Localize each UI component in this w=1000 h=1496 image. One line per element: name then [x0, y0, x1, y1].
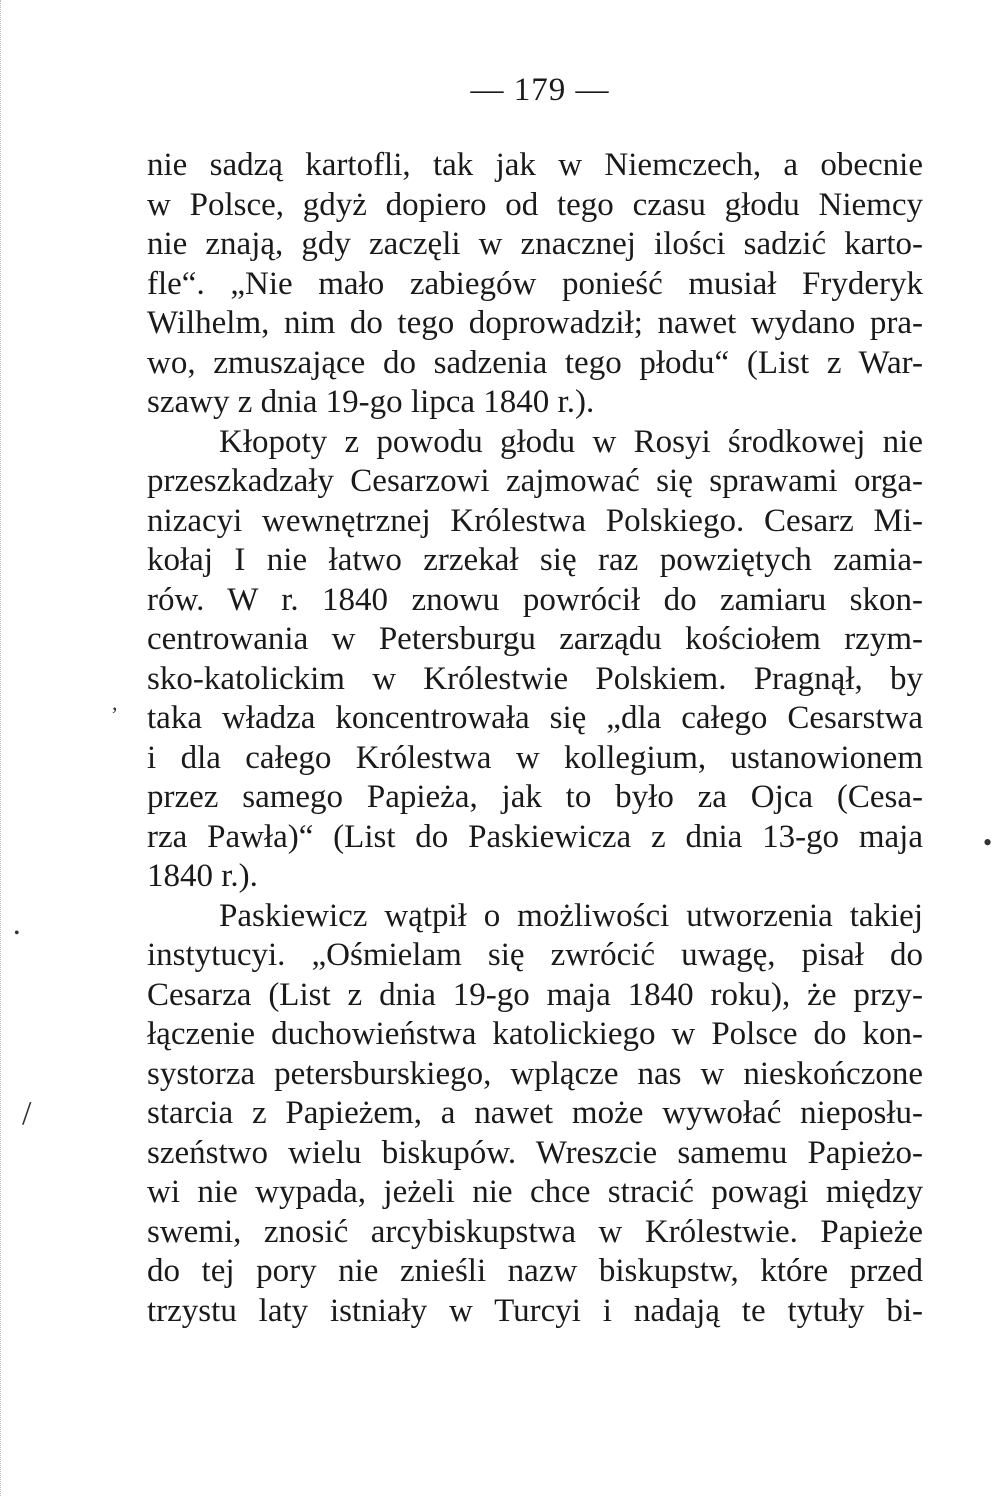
- margin-mark: /: [22, 1095, 32, 1132]
- text-line: i dla całego Królestwa w kollegium, ustanowionem: [147, 739, 923, 776]
- text-line: nie znają, gdy zaczęli w znacznej ilości sadzić karto-: [147, 226, 923, 262]
- text-line: wi nie wypada, jeżeli nie chce stracić powagi między: [147, 1174, 923, 1210]
- scan-edge: [0, 0, 7, 1496]
- text-line: kołaj I nie łatwo zrzekał się raz powziętych zamia-: [147, 542, 923, 578]
- text-line: przez samego Papieża, jak to było za Ojca (Cesa-: [147, 779, 923, 815]
- text-line: szeństwo wielu biskupów. Wreszcie samemu Papieżo-: [147, 1134, 923, 1171]
- margin-mark: ,: [112, 690, 118, 715]
- text-line: swemi, znosić arcybiskupstwa w Królestwie. Papieże: [147, 1213, 923, 1250]
- margin-mark: •: [983, 828, 993, 857]
- text-line: Paskiewicz wątpił o możliwości utworzenia takiej: [219, 897, 923, 934]
- text-line: do tej pory nie znieśli nazw biskupstw, które przed: [147, 1253, 923, 1289]
- body-text: [147, 146, 923, 1331]
- text-line: Wilhelm, nim do tego doprowadził; nawet wydano pra-: [147, 305, 923, 341]
- text-line: rów. W r. 1840 znowu powrócił do zamiaru skon-: [147, 581, 923, 618]
- text-line: trzystu laty istniały w Turcyi i nadają te tytuły bi-: [147, 1292, 923, 1329]
- text-line: Cesarza (List z dnia 19-go maja 1840 roku), że przy-: [147, 976, 923, 1013]
- text-line: sko-katolickim w Królestwie Polskiem. Pragnął, by: [147, 660, 923, 697]
- text-line: nie sadzą kartofli, tak jak w Niemczech, a obecnie: [147, 147, 923, 183]
- text-line: rza Pawła)“ (List do Paskiewicza z dnia 13-go maja: [147, 818, 923, 855]
- text-line: łączenie duchowieństwa katolickiego w Polsce do kon-: [147, 1016, 923, 1052]
- text-line: przeszkadzały Cesarzowi zajmować się sprawami orga-: [147, 463, 923, 499]
- text-line: systorza petersburskiego, wplącze nas w nieskończone: [147, 1055, 923, 1092]
- margin-mark: •: [14, 925, 20, 942]
- text-line: starcia z Papieżem, a nawet może wywołać nieposłu-: [147, 1095, 923, 1131]
- text-line: nizacyi wewnętrznej Królestwa Polskiego. Cesarz Mi-: [147, 502, 923, 539]
- text-line: w Polsce, gdyż dopiero od tego czasu głodu Niemcy: [147, 186, 923, 223]
- text-line: taka władza koncentrowała się „dla całego Cesarstwa: [147, 700, 923, 736]
- text-line: centrowania w Petersburgu zarządu kościołem rzym-: [147, 621, 923, 657]
- text-line: fle“. „Nie mało zabiegów ponieść musiał Fryderyk: [147, 265, 923, 302]
- text-line: szawy z dnia 19-go lipca 1840 r.).: [147, 384, 595, 420]
- text-line: instytucyi. „Ośmielam się zwrócić uwagę, pisał do: [147, 937, 923, 973]
- text-line: wo, zmuszające do sadzenia tego płodu“ (List z War-: [147, 344, 923, 381]
- page-number: — 179 —: [470, 72, 610, 108]
- text-line: Kłopoty z powodu głodu w Rosyi środkowej nie: [219, 423, 923, 460]
- text-line: 1840 r.).: [147, 858, 258, 894]
